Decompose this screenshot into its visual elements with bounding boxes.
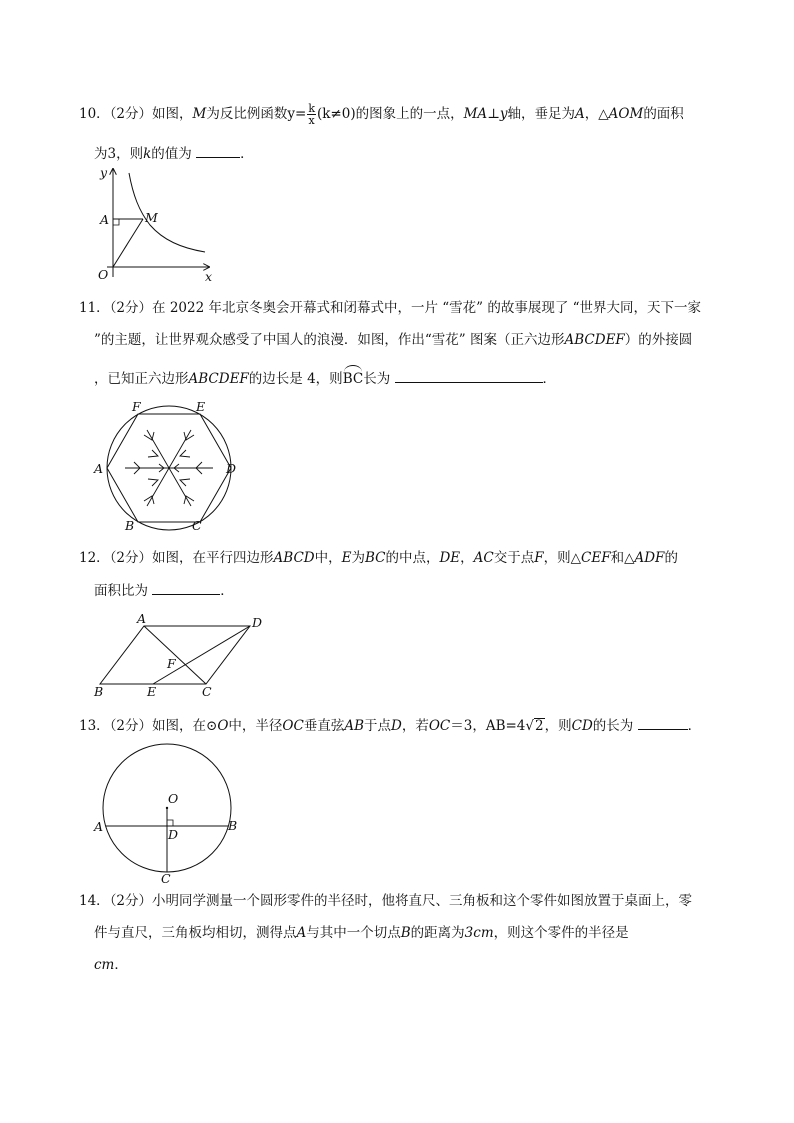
label-b: B: [94, 684, 104, 699]
label-a: A: [100, 212, 110, 227]
q12-var: AC: [473, 550, 494, 566]
q10-var: A: [575, 106, 585, 122]
q13-text: 如图，在⊙: [152, 718, 218, 734]
center-point: [166, 807, 168, 809]
q11-score: （2分）: [109, 300, 153, 316]
q14-line-2: [94, 923, 629, 943]
q10-text: 的面积: [643, 106, 684, 122]
q12-text: ．: [220, 583, 234, 599]
q12-text: 和△: [610, 550, 635, 566]
q10-text: 轴，垂足为: [507, 106, 576, 122]
q13-var: OC: [282, 718, 304, 734]
q12-text: 面积比为: [94, 583, 148, 599]
q11-var: ABCDEF: [564, 332, 625, 348]
label-x: x: [205, 269, 213, 284]
q13-formula: AB=4: [485, 718, 526, 734]
q13-text: ，若: [401, 718, 429, 734]
q13-text: ，则: [544, 718, 572, 734]
q12-var: F: [534, 550, 544, 566]
q12-score: （2分）: [109, 550, 153, 566]
q12-text: 如图，在平行四边形: [152, 550, 274, 566]
q13-var: O: [217, 718, 229, 734]
q12-var: ABCD: [273, 550, 315, 566]
q10-text: ，△: [584, 106, 609, 122]
q10-text: 的图象上的一点，: [355, 106, 464, 122]
label-a: A: [94, 819, 104, 834]
q12-line-2: [94, 580, 234, 601]
q13-number: 13．: [79, 718, 110, 734]
q14-text: 件与直尺，三角板均相切，测得点: [94, 925, 297, 941]
diagonal-ac: [144, 626, 206, 684]
right-angle-mark: [167, 820, 173, 826]
q12-figure: [92, 612, 272, 702]
label-o: O: [98, 267, 109, 282]
q12-text: 中，: [314, 550, 342, 566]
answer-blank[interactable]: [638, 715, 688, 730]
answer-blank[interactable]: [196, 143, 240, 158]
q13-text: 于点: [364, 718, 391, 734]
hyperbola: [129, 173, 205, 252]
q13-var: OC: [428, 718, 451, 734]
q14-text: ．: [114, 957, 128, 973]
q14-number: 14．: [79, 893, 110, 909]
q10-symbol: ⊥: [487, 106, 500, 122]
q10-var: k: [143, 146, 152, 162]
q12-var: BC: [364, 550, 386, 566]
q13-line-1: [79, 715, 701, 736]
q13-text: ＝3，: [450, 718, 486, 734]
q12-text: ，: [460, 550, 474, 566]
label-a: A: [137, 611, 147, 626]
label-e: E: [147, 684, 157, 699]
q12-number: 12．: [79, 550, 110, 566]
answer-blank[interactable]: [395, 368, 543, 383]
label-a: A: [94, 461, 104, 476]
q10-line-2: [94, 143, 254, 164]
sqrt-radicand: 2: [535, 718, 544, 734]
q11-var: ABCDEF: [188, 371, 249, 387]
q13-text: ．: [687, 718, 702, 734]
label-e: E: [196, 399, 206, 414]
q14-text: 的距离为: [410, 925, 465, 941]
q14-var: A: [296, 925, 307, 941]
q12-var: DE: [439, 550, 461, 566]
label-b: B: [228, 818, 238, 833]
label-c: C: [161, 871, 171, 886]
q14-value: 3cm: [464, 925, 494, 941]
q11-text: 的边长是 4，则: [248, 371, 343, 387]
label-d: D: [252, 615, 263, 630]
q13-figure: [92, 742, 252, 886]
label-c: C: [202, 684, 212, 699]
q12-line-1: [79, 548, 678, 568]
segment-de: [153, 626, 250, 684]
q12-var: ADF: [634, 550, 665, 566]
q10-text: 为反比例函数: [206, 106, 288, 122]
fraction-numerator: k: [308, 102, 315, 115]
q11-text: ，已知正六边形: [94, 371, 189, 387]
q10-formula: (k≠0): [316, 106, 356, 122]
q11-text: 长为: [363, 371, 391, 387]
fraction-denominator: x: [308, 114, 315, 127]
sqrt-sign: √: [525, 718, 535, 734]
q14-line-1: [79, 891, 692, 911]
q11-text: ）的外接圆: [624, 332, 693, 348]
q12-var: E: [341, 550, 352, 566]
q12-var: CEF: [581, 550, 611, 566]
arc-bc: BC: [343, 367, 364, 389]
q11-text: 在 2022 年北京冬奥会开幕式和闭幕式中，一片 “雪花” 的故事展现了 “世界大同，天下一家: [152, 300, 702, 316]
q11-line-2: [94, 330, 692, 350]
q11-line-3: [94, 367, 556, 389]
q14-unit: cm: [94, 957, 115, 973]
q12-text: 的中点，: [385, 550, 440, 566]
q10-text: 为3，则: [94, 146, 144, 162]
snowflake: [125, 430, 213, 506]
q14-text: 与其中一个切点: [306, 925, 401, 941]
q11-line-1: [79, 298, 701, 318]
q14-text: 小明同学测量一个圆形零件的半径时，他将直尺、三角板和这个零件如图放置于桌面上，零: [152, 893, 693, 909]
q10-text: ．: [240, 146, 254, 162]
q11-text: ”的主题，让世界观众感受了中国人的浪漫．如图，作出“雪花” 图案（正六边形: [94, 332, 565, 348]
q10-var: y: [499, 106, 508, 122]
label-y: y: [100, 165, 108, 180]
label-c: C: [192, 518, 202, 533]
label-o: O: [168, 791, 179, 806]
q10-score: （2分）: [109, 106, 153, 122]
q10-figure: [95, 165, 215, 285]
answer-blank[interactable]: [152, 580, 220, 595]
q10-fraction: [307, 103, 316, 126]
q10-number: 10．: [79, 106, 110, 122]
q13-text: 垂直弦: [303, 718, 345, 734]
q13-var: CD: [571, 718, 593, 734]
q10-var: M: [192, 106, 207, 122]
q10-line-1: [79, 103, 684, 126]
label-d: D: [226, 461, 237, 476]
q12-text: ，则△: [543, 550, 582, 566]
q11-number: 11．: [79, 300, 110, 316]
label-f: F: [167, 656, 176, 671]
q13-var: AB: [344, 718, 364, 734]
label-f: F: [132, 399, 141, 414]
q10-var: AOM: [608, 106, 644, 122]
label-d: D: [168, 827, 179, 842]
q13-text: 中，半径: [228, 718, 283, 734]
q14-line-3: [94, 955, 128, 975]
q12-text: 为: [351, 550, 365, 566]
q10-var: MA: [463, 106, 488, 122]
label-m: M: [145, 210, 158, 225]
q10-text: 如图，: [152, 106, 193, 122]
q12-text: 的: [664, 550, 678, 566]
q13-score: （2分）: [109, 718, 153, 734]
q11-text: ．: [542, 371, 556, 387]
right-angle-mark: [113, 219, 119, 225]
q10-formula: y=: [287, 106, 307, 122]
q14-var: B: [400, 925, 411, 941]
q14-text: ，则这个零件的半径是: [493, 925, 629, 941]
q13-var: D: [391, 718, 402, 734]
q14-score: （2分）: [109, 893, 153, 909]
q13-text: 的长为: [592, 718, 634, 734]
segment-om: [113, 219, 143, 267]
q10-text: 的值为: [151, 146, 192, 162]
q11-figure: [92, 399, 242, 533]
q12-text: 交于点: [493, 550, 535, 566]
label-b: B: [125, 518, 135, 533]
